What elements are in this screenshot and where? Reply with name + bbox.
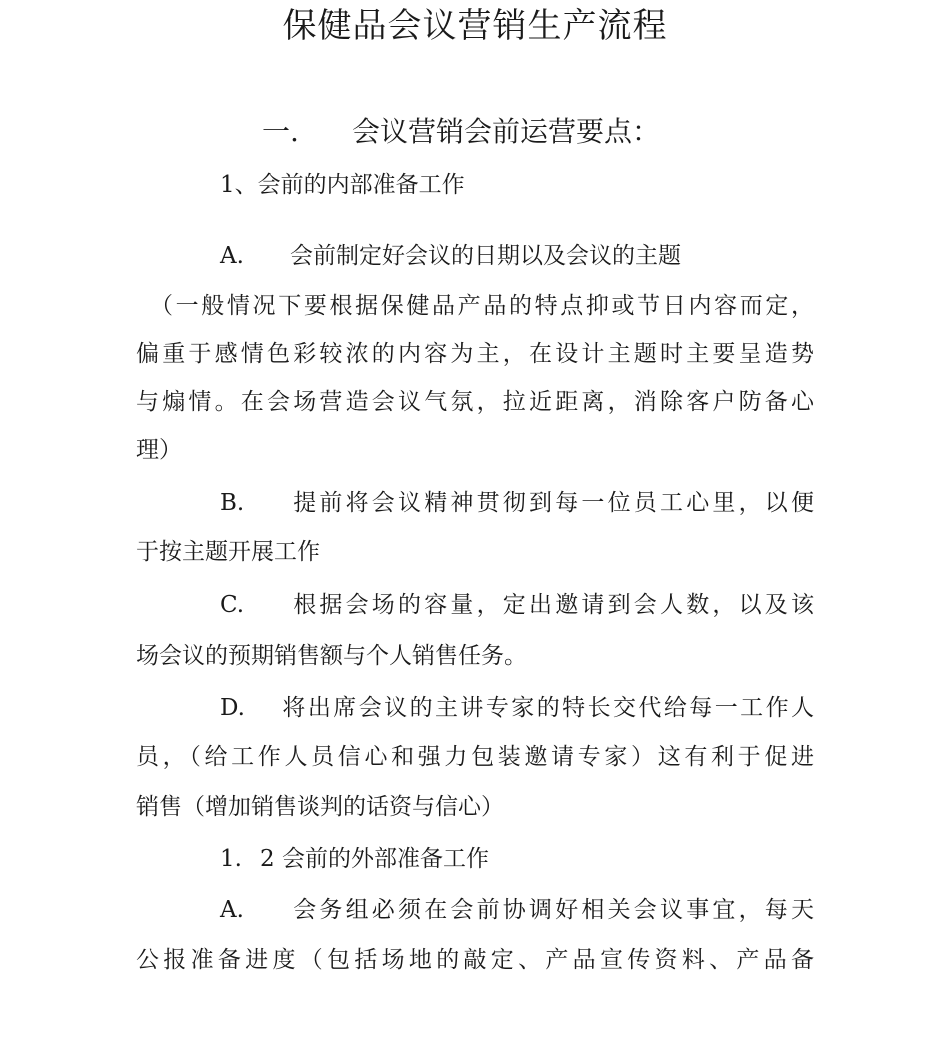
subheading-external-text: 2 会前的外部准备工作 xyxy=(260,846,489,872)
subheading-external-marker: 1. xyxy=(220,846,242,872)
item-d-marker: D. xyxy=(220,695,245,721)
item-a-first-line xyxy=(220,241,681,271)
item-a2-marker: A. xyxy=(220,897,244,923)
section-title: 会议营销会前运营要点： xyxy=(352,115,661,148)
item-a2-first-line xyxy=(220,895,814,925)
subheading-external-prep xyxy=(220,844,489,874)
item-a-line-2: 偏重于感情色彩较浓的内容为主，在设计主题时主要呈造势 xyxy=(136,341,814,367)
item-b-marker: B. xyxy=(220,490,245,516)
item-a-line-3: 与煽情。在会场营造会议气氛，拉近距离，消除客户防备心 xyxy=(136,389,814,415)
item-a-text: 会前制定好会议的日期以及会议的主题 xyxy=(290,243,681,269)
subheading-internal-prep: 1、会前的内部准备工作 xyxy=(220,172,465,198)
item-d-line-2: 销售（增加销售谈判的话资与信心） xyxy=(136,794,504,820)
item-d-first-line xyxy=(220,693,814,723)
item-a-line-4: 理） xyxy=(136,437,182,463)
item-b-text: 提前将会议精神贯彻到每一位员工心里，以便 xyxy=(290,490,814,516)
item-b-first-line xyxy=(220,488,814,518)
item-d-line-1: 员，（给工作人员信心和强力包装邀请专家）这有利于促进 xyxy=(136,744,814,770)
item-a2-text: 会务组必须在会前协调好相关会议事宜，每天 xyxy=(290,897,814,923)
item-c-marker: C. xyxy=(220,592,245,618)
item-d-text: 将出席会议的主讲专家的特长交代给每一工作人 xyxy=(280,695,814,721)
item-c-first-line xyxy=(220,590,814,620)
item-c-text: 根据会场的容量，定出邀请到会人数，以及该 xyxy=(290,592,814,618)
item-a-line-1: （一般情况下要根据保健品产品的特点抑或节日内容而定， xyxy=(150,293,814,319)
item-c-line-1: 场会议的预期销售额与个人销售任务。 xyxy=(136,643,527,669)
item-a2-line-1: 公报准备进度（包括场地的敲定、产品宣传资料、产品备 xyxy=(136,947,814,973)
document-title: 保健品会议营销生产流程 xyxy=(282,6,668,46)
item-b-line-1: 于按主题开展工作 xyxy=(136,539,320,565)
section-number: 一. xyxy=(262,115,299,148)
section-heading xyxy=(262,112,660,152)
item-a-marker: A. xyxy=(220,243,244,269)
